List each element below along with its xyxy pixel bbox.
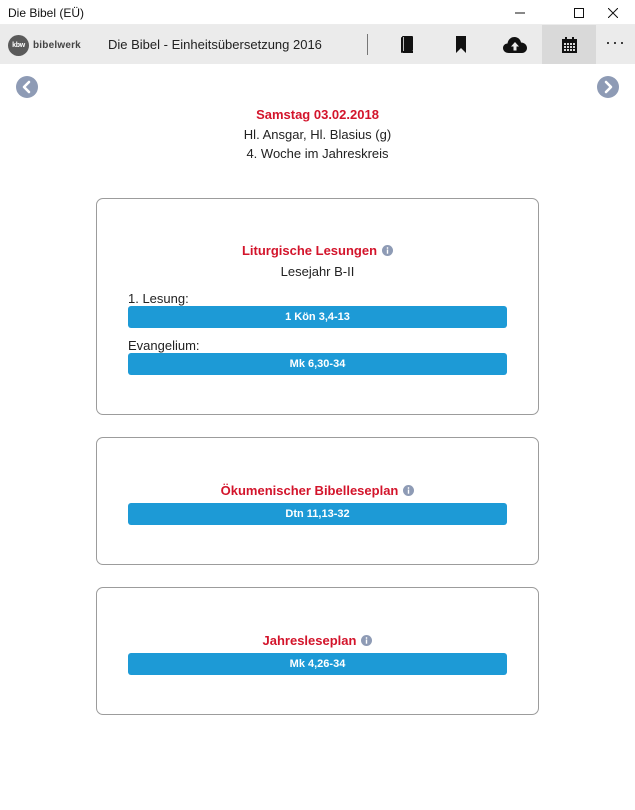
liturgical-readings-card: [96, 198, 539, 415]
app-title: Die Bibel - Einheitsübersetzung 2016: [108, 37, 322, 52]
info-icon[interactable]: [361, 635, 372, 646]
liturgical-readings-heading: [97, 243, 538, 258]
gospel-label: Evangelium:: [128, 338, 200, 353]
day-date: Samstag 03.02.2018: [256, 107, 379, 122]
minimize-button[interactable]: [497, 0, 543, 25]
chevron-right-icon: [597, 76, 619, 98]
brand-text: bibelwerk: [33, 39, 81, 51]
next-day-button[interactable]: [597, 76, 619, 98]
liturgical-week: 4. Woche im Jahreskreis: [246, 146, 389, 161]
calendar-button[interactable]: [542, 25, 596, 64]
cloud-sync-button[interactable]: [488, 25, 542, 64]
chevron-left-icon: [16, 76, 38, 98]
book-icon: [400, 36, 414, 54]
toolbar-divider: [367, 34, 368, 55]
bookmark-button[interactable]: [434, 25, 488, 64]
maximize-icon: [574, 8, 584, 18]
yearly-plan-card: [96, 587, 539, 715]
info-icon[interactable]: [403, 485, 414, 496]
yearly-plan-title: Jahresleseplan: [262, 633, 357, 648]
first-reading-button[interactable]: 1 Kön 3,4-13: [128, 306, 507, 328]
liturgical-readings-title: Liturgische Lesungen: [241, 243, 378, 258]
app-toolbar: [0, 25, 635, 64]
calendar-icon: [562, 37, 577, 53]
day-saints: Hl. Ansgar, Hl. Blasius (g): [243, 127, 392, 142]
bookmark-icon: [456, 36, 466, 53]
more-options-button[interactable]: [596, 25, 635, 64]
previous-day-button[interactable]: [16, 76, 38, 98]
bible-button[interactable]: [380, 25, 434, 64]
ecumenical-plan-heading: [97, 483, 538, 498]
minimize-icon: [515, 8, 525, 18]
more-icon: ···: [605, 31, 626, 52]
yearly-plan-heading: [97, 633, 538, 648]
close-button[interactable]: [590, 0, 635, 25]
window-titlebar: [0, 0, 635, 25]
ecumenical-reading-button[interactable]: Dtn 11,13-32: [128, 503, 507, 525]
brand-logo: [8, 34, 81, 56]
close-icon: [608, 8, 618, 18]
lectionary-year: Lesejahr B-II: [280, 264, 355, 279]
ecumenical-plan-card: [96, 437, 539, 565]
ecumenical-plan-title: Ökumenischer Bibelleseplan: [220, 483, 399, 498]
cloud-upload-icon: [503, 36, 527, 53]
window-title: Die Bibel (EÜ): [8, 6, 85, 20]
first-reading-label: 1. Lesung:: [128, 291, 189, 306]
gospel-button[interactable]: Mk 6,30-34: [128, 353, 507, 375]
yearly-reading-button[interactable]: Mk 4,26-34: [128, 653, 507, 675]
brand-badge: kbw: [8, 35, 29, 56]
info-icon[interactable]: [382, 245, 393, 256]
